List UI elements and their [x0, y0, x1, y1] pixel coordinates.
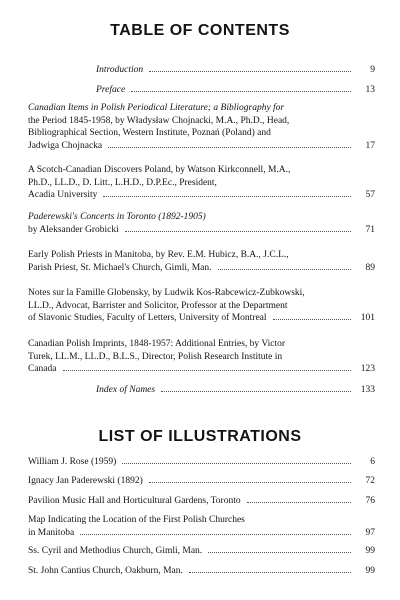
toc-entry-line: Turek, LL.M., LL.D., B.L.S., Director, Polish Research Institute in	[28, 351, 283, 362]
toc-entry-title: Acadia University	[28, 190, 98, 200]
toc-entry-line: Ph.D., LL.D., D. Litt., L.H.D., D.P.Ec., President,	[28, 177, 217, 188]
illustration-entry	[28, 565, 375, 578]
illustration-entry	[28, 456, 375, 469]
illustration-entry	[28, 475, 375, 488]
toc-entry-title: Introduction	[96, 65, 144, 75]
toc-entry-title: by Aleksander Grobicki	[28, 224, 119, 235]
toc-entry-polish-imprints	[28, 338, 375, 376]
toc-entry-line: Early Polish Priests in Manitoba, by Rev. E.M. Hubicz, B.A., J.C.L.,	[28, 250, 289, 260]
toc-entry-early-polish-priests	[28, 249, 375, 274]
illustration-entry	[28, 514, 375, 539]
toc-entry-index-of-names	[96, 384, 375, 397]
illustration-title: St. John Cantius Church, Oakburn, Man.	[28, 566, 183, 576]
toc-entry-line: Bibliographical Section, Western Institute, Poznań (Poland) and	[28, 128, 271, 138]
toc-entry-canadian-items	[28, 102, 375, 152]
toc-entry-line: the Period 1845-1958, by Władysław Chojnacki, M.A., Ph.D., Head,	[28, 115, 290, 126]
toc-entry-page: 9	[370, 65, 375, 75]
leader-dots	[125, 231, 351, 232]
leader-dots	[80, 534, 351, 535]
toc-entry-page: 89	[365, 262, 375, 273]
toc-entry-title: Parish Priest, St. Michael's Church, Gimli, Man.	[28, 262, 212, 273]
toc-entry-line: Notes sur la Famille Globensky, by Ludwik Kos-Rabcewicz-Zubkowski,	[28, 288, 305, 298]
illustration-page: 6	[370, 457, 375, 467]
leader-dots	[189, 572, 351, 573]
illustration-title: Ss. Cyril and Methodius Church, Gimli, Man.	[28, 546, 203, 556]
illustration-page: 97	[365, 527, 375, 538]
toc-entry-line: A Scotch-Canadian Discovers Poland, by Watson Kirkconnell, M.A.,	[28, 165, 291, 175]
toc-entry-page: 123	[360, 364, 375, 374]
toc-entry-title: of Slavonic Studies, Faculty of Letters, University of Montreal	[28, 313, 267, 323]
toc-entry-line: Canadian Items in Polish Periodical Literature; a Bibliography for	[28, 103, 285, 113]
illustration-line: Map Indicating the Location of the First Polish Churches	[28, 515, 245, 525]
illustration-title: Ignacy Jan Paderewski (1892)	[28, 476, 143, 486]
toc-entry-title: Canada	[28, 364, 57, 374]
toc-entry-paderewski	[28, 211, 375, 236]
leader-dots	[273, 319, 351, 320]
toc-entry-preface	[96, 84, 375, 97]
toc-entry-scotch-canadian	[28, 164, 375, 202]
leader-dots	[208, 552, 351, 553]
illustrations-heading: LIST OF ILLUSTRATIONS	[98, 428, 302, 445]
illustration-title: in Manitoba	[28, 527, 75, 538]
illustration-page: 76	[365, 496, 375, 506]
leader-dots	[108, 147, 351, 148]
illustration-entry	[28, 495, 375, 508]
toc-entry-line: Canadian Polish Imprints, 1848-1957: Additional Entries, by Victor	[28, 339, 286, 349]
illustration-entry	[28, 545, 375, 558]
toc-entry-page: 17	[365, 140, 375, 151]
leader-dots	[149, 482, 351, 483]
toc-entry-page: 71	[365, 224, 375, 235]
leader-dots	[131, 91, 351, 92]
toc-entry-page: 13	[365, 85, 375, 95]
leader-dots	[103, 196, 351, 197]
illustration-page: 72	[365, 476, 375, 486]
leader-dots	[63, 370, 352, 371]
toc-entry-title: Jadwiga Chojnacka	[28, 140, 103, 151]
leader-dots	[122, 463, 351, 464]
illustration-title: Pavilion Music Hall and Horticultural Gardens, Toronto	[28, 496, 241, 506]
leader-dots	[247, 502, 351, 503]
leader-dots	[149, 71, 351, 72]
toc-entry-introduction	[96, 64, 375, 77]
toc-heading: TABLE OF CONTENTS	[110, 22, 290, 39]
illustration-title: William J. Rose (1959)	[28, 457, 117, 467]
toc-entry-globensky	[28, 287, 375, 325]
toc-entry-page: 57	[365, 190, 375, 200]
illustration-page: 99	[365, 546, 375, 556]
leader-dots	[161, 391, 351, 392]
leader-dots	[218, 269, 351, 270]
toc-entry-title: Index of Names	[96, 385, 156, 395]
toc-entry-line: LL.D., Advocat, Barrister and Solicitor, Professor at the Department	[28, 300, 288, 311]
toc-entry-page: 133	[360, 385, 375, 395]
toc-entry-line: Paderewski's Concerts in Toronto (1892-1905)	[28, 212, 206, 222]
toc-entry-title: Preface	[96, 85, 126, 95]
illustration-page: 99	[365, 566, 375, 576]
toc-entry-page: 101	[360, 313, 375, 323]
